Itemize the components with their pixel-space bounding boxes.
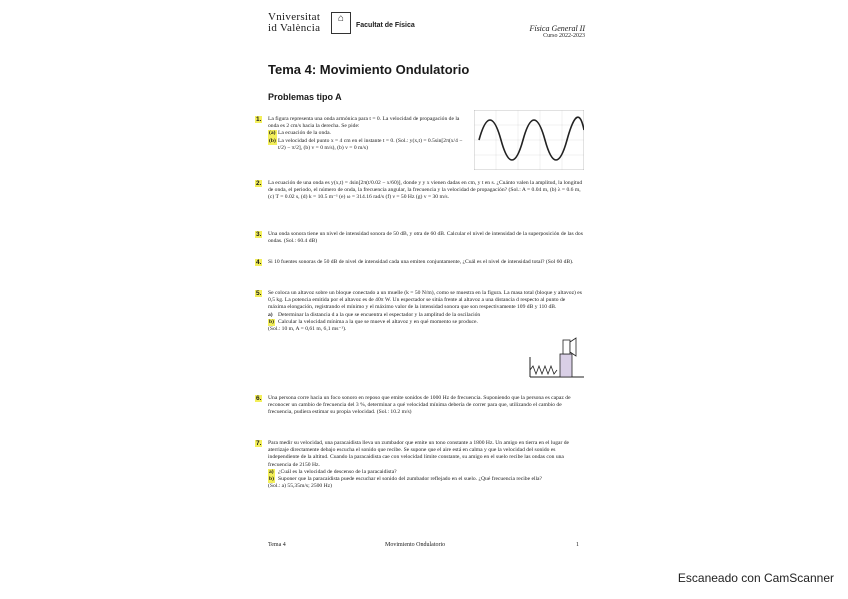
problem-5 xyxy=(256,290,583,333)
university-name-line1: Vniversitat xyxy=(268,11,321,23)
problem-number: 3. xyxy=(256,231,262,238)
problem-7 xyxy=(256,440,583,490)
university-name-line2: id València xyxy=(268,22,321,34)
problem-solution: (Sol.: 10 m, A = 0,61 m, 6,1 ms⁻¹). xyxy=(268,326,347,333)
problem-sub: (b) La velocidad del punto x = 4 cm en el instante t = 0. (Sol.: y(x,t) = 0.5sin[2π(x/4 − t/2) − π/2], (b) v = 0 m/s), (b) v = 0 m/s) xyxy=(269,137,463,151)
problem-number: 4. xyxy=(256,259,262,266)
problem-6 xyxy=(256,395,583,417)
problem-text: Una onda sonora tiene un nivel de intensidad sonora de 50 dB, y otra de 60 dB. Calcular el nivel de intensidad de la superposición de las dos ondas. (Sol.: 60.4 dB) xyxy=(268,231,583,245)
problem-text: Una persona corre hacia un foco sonoro en reposo que emite sonidos de 1000 Hz de frecuencia. Suponiendo que la persona es capaz de reconocer un cambio de frecuencia del 3 %, determinar a qué velocidad mínima debería de correr para que, utilizando el cambio de frecuencia, pudiera estimar su propia velocidad. (Sol.: 10.2 m/s) xyxy=(268,395,571,416)
problem-sub: a) ¿Cuál es la velocidad de descenso de la paracaidista? xyxy=(269,468,397,475)
faculty-name: Facultat de Física xyxy=(356,22,415,29)
problem-text: Si 10 fuentes sonoras de 50 dB de nivel de intensidad cada una emiten conjuntamente, ¿Cuál es el nivel de intensidad total? (Sol 60 dB). xyxy=(268,259,574,265)
page-number: 1 xyxy=(576,542,579,548)
problem-text: Se coloca un altavoz sobre un bloque conectado a un muelle (k = 50 N/m), como se muestra en la figura. La masa total (bloque y altavoz) es 0,5 kg. La potencia emitida por el altavoz es de 40π W. Un espectador se sitúa frente al altavoz a una distancia d respecto al punto de máxima elongación, registrando el mínimo y el máximo valor de la intensidad sonora que son respectivamente 109 dB y 110 dB. xyxy=(268,290,582,311)
problem-text: La figura representa una onda armónica para t = 0. La velocidad de propagación de la onda es 2 cm/s hacia la derecha. Se pide: xyxy=(268,116,460,130)
spring-figure xyxy=(528,332,586,382)
problem-sub: (a) La ecuación de la onda. xyxy=(269,130,331,137)
problem-sub: b) Suponer que la paracaidista puede escuchar el sonido del zumbador reflejado en el suelo. ¿Qué frecuencia recibe ella? xyxy=(269,476,543,483)
problem-1 xyxy=(256,116,468,152)
problem-2 xyxy=(256,180,583,202)
problem-text: Para medir su velocidad, una paracaidista lleva un zumbador que emite un tono constante a 1800 Hz. Un amigo en tierra en el lugar de aterrizaje directamente debajo escucha el sonido que recibe. Se supone que el aire está en calma y que la velocidad del sonido es independiente de la altitud. Cuando la paracaidista cae con velocidad límite constante, su amigo en el suelo recibe las ondas con una frecuencia de 2150 Hz. xyxy=(268,440,570,468)
footer-topic: Tema 4 xyxy=(268,542,286,548)
camscanner-watermark: Escaneado con CamScanner xyxy=(677,571,834,585)
university-logo xyxy=(268,12,320,34)
header-course-block xyxy=(505,24,585,39)
problem-3 xyxy=(256,231,583,245)
course-name: Física General II xyxy=(529,24,585,33)
problem-number: 5. xyxy=(256,290,262,297)
problem-solution: (Sol.: a) 55,35m/s; 2500 Hz) xyxy=(268,483,333,490)
crest-icon: ⌂ xyxy=(331,12,351,34)
problem-sub: b) Calcular la velocidad mínima a la que se mueve el altavoz y en qué momento se produce. xyxy=(269,318,478,325)
problem-number: 1. xyxy=(256,116,262,123)
course-year: Curso 2022-2023 xyxy=(543,33,585,39)
page-title: Tema 4: Movimiento Ondulatorio xyxy=(268,62,470,77)
wave-figure xyxy=(474,110,584,170)
problem-number: 7. xyxy=(256,440,262,447)
problem-sub: a) Determinar la distancia d a la que se encuentra el espectador y la amplitud de la oscilación xyxy=(268,311,481,318)
problem-4 xyxy=(256,259,583,266)
problem-number: 2. xyxy=(256,180,262,187)
section-subtitle: Problemas tipo A xyxy=(268,92,342,102)
footer-title: Movimiento Ondulatorio xyxy=(385,542,446,548)
problem-text: La ecuación de una onda es y(x,t) = 4sin[2π(t/0.02 − x/60)], donde y y x vienen dadas en cm, y t en s. ¿Cuánto valen la amplitud, la longitud de onda, el periodo, el número de onda, la frecuencia angular, la frecuencia y la velocidad de propagación? (Sol.: A = 0.04 m, (b) λ = 0.6 m, (c) T = 0.02 s, (d) k = 10.5 m⁻¹ (e) ω = 314.16 rad/s (f) ν = 50 Hz (g) v = 30 m/s. xyxy=(268,180,583,201)
problem-number: 6. xyxy=(256,395,262,402)
